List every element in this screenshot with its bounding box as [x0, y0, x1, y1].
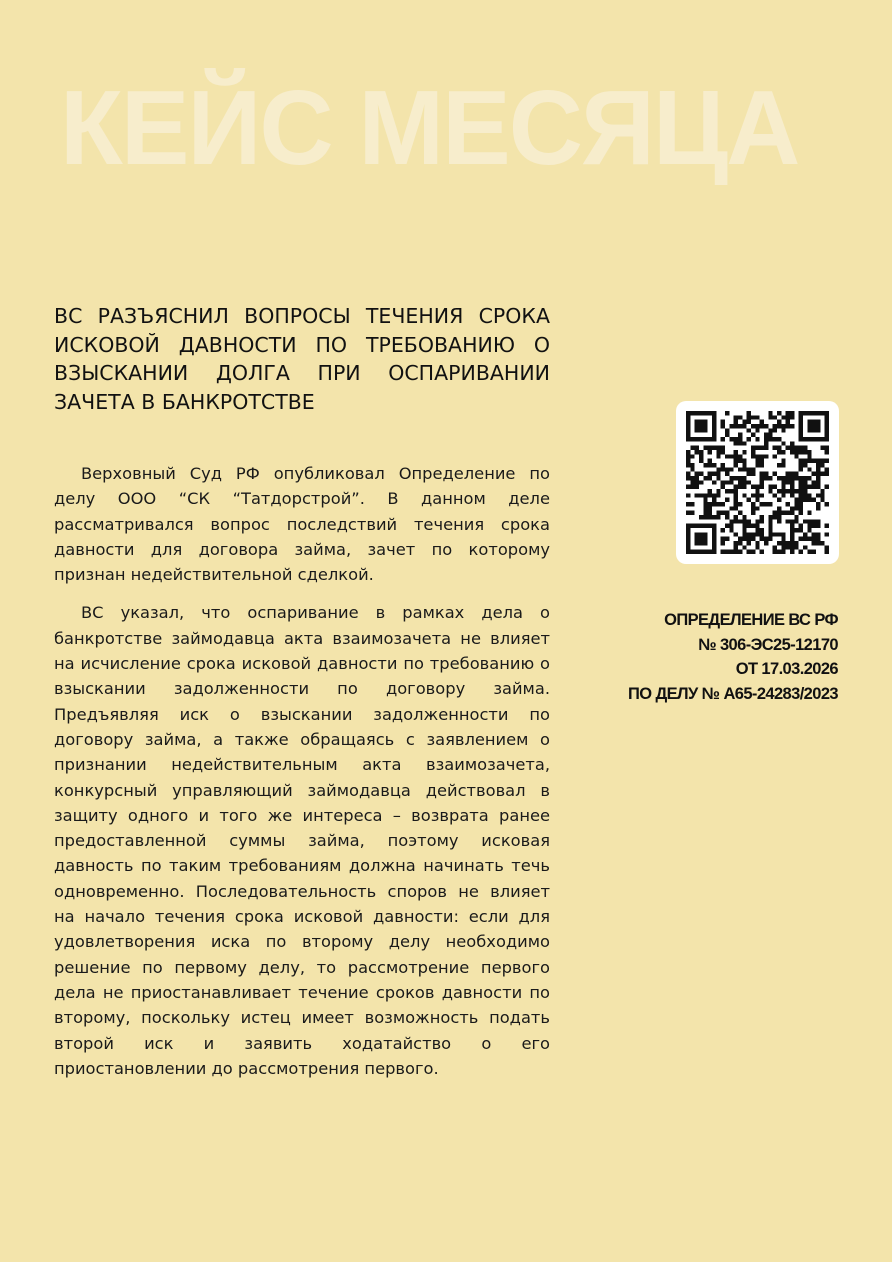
watermark-title: КЕЙС МЕСЯЦА [60, 69, 799, 187]
reference-number: № 306-ЭС25-12170 [698, 635, 838, 654]
reference-case-number: ПО ДЕЛУ № А65-24283/2023 [628, 684, 838, 703]
article-body [54, 461, 550, 1094]
article-headline: ВС РАЗЪЯСНИЛ ВОПРОСЫ ТЕЧЕНИЯ СРОКА ИСКОВОЙ ДАВНОСТИ ПО ТРЕБОВАНИЮ О ВЗЫСКАНИИ ДОЛГА ПРИ ОСПАРИВАНИИ ЗАЧЕТА В БАНКРОТСТВЕ [54, 304, 550, 414]
reference-title: ОПРЕДЕЛЕНИЕ ВС РФ [664, 611, 838, 629]
paragraph-intro: Верховный Суд РФ опубликовал Определение по делу ООО “СК “Татдорстрой”. В данном деле рассматривался вопрос последствий течения срока давности для договора займа, зачет по которому признан недействительной сделкой. [54, 464, 550, 585]
qr-code-card[interactable] [676, 401, 839, 564]
qr-code-icon[interactable] [686, 411, 829, 554]
decision-reference [538, 608, 838, 706]
paragraph-ruling: ВС указал, что оспаривание в рамках дела о банкротстве займодавца акта взаимозачета не влияет на исчисление срока исковой давности по требованию о взыскании задолженности по договору займа. Предъявляя иск о взыскании задолженности по договору займа, а также обращаясь с заявлением о признании недействительным акта взаимозачета, конкурсный управляющий займодавца действовал в защиту одного и того же интереса – возврата ранее предоставленной суммы займа, поэтому исковая давность по таким требованиям должна начинать течь одновременно. Последовательность споров не влияет на начало течения срока исковой давности: если для удовлетворения иска по второму делу необходимо решение по первому делу, то рассмотрение первого дела не приостанавливает течение сроков давности по второму, поскольку истец имеет возможность подать второй иск и заявить ходатайство о его приостановлении до рассмотрения первого. [54, 603, 550, 1078]
reference-date: ОТ 17.03.2026 [735, 660, 838, 678]
